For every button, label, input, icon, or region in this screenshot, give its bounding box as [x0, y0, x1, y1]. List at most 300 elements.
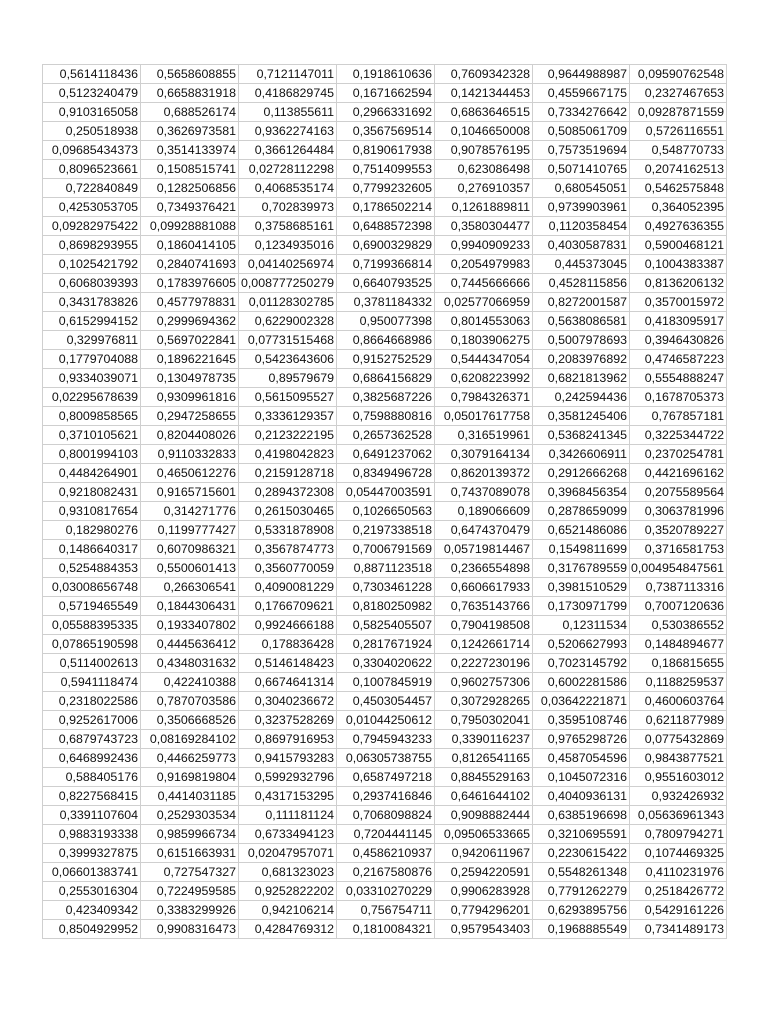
- table-cell[interactable]: 0,5206627993: [533, 635, 630, 654]
- table-cell[interactable]: 0,266306541: [141, 578, 239, 597]
- table-cell[interactable]: 0,1026650563: [337, 502, 435, 521]
- table-cell[interactable]: 0,1549811699: [533, 540, 630, 559]
- table-cell[interactable]: 0,4030587831: [533, 236, 630, 255]
- table-cell[interactable]: 0,3336129357: [239, 407, 337, 426]
- table-cell[interactable]: 0,242594436: [533, 388, 630, 407]
- table-cell[interactable]: 0,06305738755: [337, 749, 435, 768]
- table-cell[interactable]: 0,2529303534: [141, 806, 239, 825]
- table-cell[interactable]: 0,680545051: [533, 179, 630, 198]
- table-cell[interactable]: 0,2123222195: [239, 426, 337, 445]
- table-cell[interactable]: 0,2074162513: [630, 160, 727, 179]
- table-cell[interactable]: 0,2657362528: [337, 426, 435, 445]
- table-cell[interactable]: 0,5825405507: [337, 616, 435, 635]
- table-cell[interactable]: 0,09685434373: [43, 141, 141, 160]
- table-cell[interactable]: 0,3210695591: [533, 825, 630, 844]
- table-cell[interactable]: 0,8136206132: [630, 274, 727, 293]
- table-cell[interactable]: 0,8272001587: [533, 293, 630, 312]
- table-cell[interactable]: 0,8698293955: [43, 236, 141, 255]
- table-cell[interactable]: 0,02047957071: [239, 844, 337, 863]
- table-cell[interactable]: 0,548770733: [630, 141, 727, 160]
- table-cell[interactable]: 0,6640793525: [337, 274, 435, 293]
- table-cell[interactable]: 0,8697916953: [239, 730, 337, 749]
- table-cell[interactable]: 0,9420611967: [435, 844, 533, 863]
- table-cell[interactable]: 0,1803906275: [435, 331, 533, 350]
- table-cell[interactable]: 0,681323023: [239, 863, 337, 882]
- table-cell[interactable]: 0,9218082431: [43, 483, 141, 502]
- table-cell[interactable]: 0,3570015972: [630, 293, 727, 312]
- table-cell[interactable]: 0,7870703586: [141, 692, 239, 711]
- table-cell[interactable]: 0,2370254781: [630, 445, 727, 464]
- table-cell[interactable]: 0,3580304477: [435, 217, 533, 236]
- table-cell[interactable]: 0,08169284102: [141, 730, 239, 749]
- table-cell[interactable]: 0,09928881088: [141, 217, 239, 236]
- table-cell[interactable]: 0,05588395335: [43, 616, 141, 635]
- table-cell[interactable]: 0,1188259537: [630, 673, 727, 692]
- table-cell[interactable]: 0,7609342328: [435, 65, 533, 84]
- table-cell[interactable]: 0,9334039071: [43, 369, 141, 388]
- table-cell[interactable]: 0,5992932796: [239, 768, 337, 787]
- table-cell[interactable]: 0,5941118474: [43, 673, 141, 692]
- table-cell[interactable]: 0,3710105621: [43, 426, 141, 445]
- table-cell[interactable]: 0,4186829745: [239, 84, 337, 103]
- table-cell[interactable]: 0,4466259773: [141, 749, 239, 768]
- table-cell[interactable]: 0,2966331692: [337, 103, 435, 122]
- table-cell[interactable]: 0,4110231976: [630, 863, 727, 882]
- table-cell[interactable]: 0,364052395: [630, 198, 727, 217]
- table-cell[interactable]: 0,182980276: [43, 521, 141, 540]
- table-cell[interactable]: 0,2167580876: [337, 863, 435, 882]
- table-cell[interactable]: 0,6151663931: [141, 844, 239, 863]
- table-cell[interactable]: 0,1810084321: [337, 920, 435, 939]
- table-cell[interactable]: 0,8190617938: [337, 141, 435, 160]
- table-cell[interactable]: 0,7387113316: [630, 578, 727, 597]
- table-cell[interactable]: 0,3176789559: [533, 559, 630, 578]
- table-cell[interactable]: 0,05636961343: [630, 806, 727, 825]
- table-cell[interactable]: 0,3514133974: [141, 141, 239, 160]
- table-cell[interactable]: 0,4040936131: [533, 787, 630, 806]
- table-cell[interactable]: 0,8001994103: [43, 445, 141, 464]
- table-cell[interactable]: 0,5615095527: [239, 388, 337, 407]
- table-cell[interactable]: 0,02577066959: [435, 293, 533, 312]
- table-cell[interactable]: 0,6002281586: [533, 673, 630, 692]
- table-cell[interactable]: 0,3581245406: [533, 407, 630, 426]
- table-cell[interactable]: 0,2083976892: [533, 350, 630, 369]
- table-cell[interactable]: 0,1421344453: [435, 84, 533, 103]
- table-cell[interactable]: 0,1046650008: [435, 122, 533, 141]
- table-cell[interactable]: 0,008777250279: [239, 274, 337, 293]
- table-cell[interactable]: 0,9739903961: [533, 198, 630, 217]
- table-cell[interactable]: 0,6385196698: [533, 806, 630, 825]
- table-cell[interactable]: 0,7598880816: [337, 407, 435, 426]
- table-cell[interactable]: 0,5900468121: [630, 236, 727, 255]
- table-cell[interactable]: 0,5331878908: [239, 521, 337, 540]
- table-cell[interactable]: 0,7303461228: [337, 578, 435, 597]
- table-cell[interactable]: 0,9078576195: [435, 141, 533, 160]
- table-cell[interactable]: 0,9843877521: [630, 749, 727, 768]
- table-cell[interactable]: 0,3758685161: [239, 217, 337, 236]
- table-cell[interactable]: 0,2054979983: [435, 255, 533, 274]
- table-cell[interactable]: 0,316519961: [435, 426, 533, 445]
- table-cell[interactable]: 0,3391107604: [43, 806, 141, 825]
- table-cell[interactable]: 0,6474370479: [435, 521, 533, 540]
- table-cell[interactable]: 0,250518938: [43, 122, 141, 141]
- table-cell[interactable]: 0,01128302785: [239, 293, 337, 312]
- table-cell[interactable]: 0,2327467653: [630, 84, 727, 103]
- table-cell[interactable]: 0,6879743723: [43, 730, 141, 749]
- table-cell[interactable]: 0,4421696162: [630, 464, 727, 483]
- table-cell[interactable]: 0,7514099553: [337, 160, 435, 179]
- table-cell[interactable]: 0,2937416846: [337, 787, 435, 806]
- table-cell[interactable]: 0,8349496728: [337, 464, 435, 483]
- table-cell[interactable]: 0,623086498: [435, 160, 533, 179]
- table-cell[interactable]: 0,7068098824: [337, 806, 435, 825]
- table-cell[interactable]: 0,4927636355: [630, 217, 727, 236]
- table-cell[interactable]: 0,588405176: [43, 768, 141, 787]
- table-cell[interactable]: 0,8845529163: [435, 768, 533, 787]
- table-cell[interactable]: 0,4317153295: [239, 787, 337, 806]
- table-cell[interactable]: 0,4348031632: [141, 654, 239, 673]
- table-cell[interactable]: 0,9165715601: [141, 483, 239, 502]
- table-cell[interactable]: 0,314271776: [141, 502, 239, 521]
- table-cell[interactable]: 0,2817671924: [337, 635, 435, 654]
- table-cell[interactable]: 0,5423643606: [239, 350, 337, 369]
- table-cell[interactable]: 0,1786502214: [337, 198, 435, 217]
- table-cell[interactable]: 0,1933407802: [141, 616, 239, 635]
- table-cell[interactable]: 0,1671662594: [337, 84, 435, 103]
- table-cell[interactable]: 0,3225344722: [630, 426, 727, 445]
- table-cell[interactable]: 0,3981510529: [533, 578, 630, 597]
- table-cell[interactable]: 0,1678705373: [630, 388, 727, 407]
- table-cell[interactable]: 0,2318022586: [43, 692, 141, 711]
- table-cell[interactable]: 0,2227230196: [435, 654, 533, 673]
- table-cell[interactable]: 0,7984326371: [435, 388, 533, 407]
- table-cell[interactable]: 0,8227568415: [43, 787, 141, 806]
- table-cell[interactable]: 0,03310270229: [337, 882, 435, 901]
- table-cell[interactable]: 0,5500601413: [141, 559, 239, 578]
- table-cell[interactable]: 0,1007845919: [337, 673, 435, 692]
- table-cell[interactable]: 0,111181124: [239, 806, 337, 825]
- table-cell[interactable]: 0,9602757306: [435, 673, 533, 692]
- table-cell[interactable]: 0,5007978693: [533, 331, 630, 350]
- table-cell[interactable]: 0,2518426772: [630, 882, 727, 901]
- table-cell[interactable]: 0,7791262279: [533, 882, 630, 901]
- table-cell[interactable]: 0,1844306431: [141, 597, 239, 616]
- table-cell[interactable]: 0,0775432869: [630, 730, 727, 749]
- table-cell[interactable]: 0,6211877989: [630, 711, 727, 730]
- table-cell[interactable]: 0,89579679: [239, 369, 337, 388]
- table-cell[interactable]: 0,5548261348: [533, 863, 630, 882]
- table-cell[interactable]: 0,1918610636: [337, 65, 435, 84]
- table-cell[interactable]: 0,7445666666: [435, 274, 533, 293]
- table-cell[interactable]: 0,4445636412: [141, 635, 239, 654]
- table-cell[interactable]: 0,8014553063: [435, 312, 533, 331]
- table-cell[interactable]: 0,1242661714: [435, 635, 533, 654]
- table-cell[interactable]: 0,1860414105: [141, 236, 239, 255]
- table-cell[interactable]: 0,9924666188: [239, 616, 337, 635]
- table-cell[interactable]: 0,5554888247: [630, 369, 727, 388]
- table-cell[interactable]: 0,1120358454: [533, 217, 630, 236]
- table-cell[interactable]: 0,5085061709: [533, 122, 630, 141]
- table-cell[interactable]: 0,3595108746: [533, 711, 630, 730]
- table-cell[interactable]: 0,1304978735: [141, 369, 239, 388]
- table-cell[interactable]: 0,7950302041: [435, 711, 533, 730]
- table-cell[interactable]: 0,3781184332: [337, 293, 435, 312]
- table-cell[interactable]: 0,2894372308: [239, 483, 337, 502]
- table-cell[interactable]: 0,329976811: [43, 331, 141, 350]
- table-cell[interactable]: 0,03008656748: [43, 578, 141, 597]
- table-cell[interactable]: 0,7204441145: [337, 825, 435, 844]
- table-cell[interactable]: 0,4414031185: [141, 787, 239, 806]
- table-cell[interactable]: 0,7006791569: [337, 540, 435, 559]
- table-cell[interactable]: 0,6521486086: [533, 521, 630, 540]
- table-cell[interactable]: 0,1968885549: [533, 920, 630, 939]
- table-cell[interactable]: 0,7121147011: [239, 65, 337, 84]
- table-cell[interactable]: 0,7341489173: [630, 920, 727, 939]
- table-cell[interactable]: 0,178836428: [239, 635, 337, 654]
- table-cell[interactable]: 0,4650612276: [141, 464, 239, 483]
- table-cell[interactable]: 0,1730971799: [533, 597, 630, 616]
- table-cell[interactable]: 0,9169819804: [141, 768, 239, 787]
- table-cell[interactable]: 0,6208223992: [435, 369, 533, 388]
- table-cell[interactable]: 0,1282506856: [141, 179, 239, 198]
- table-cell[interactable]: 0,9110332833: [141, 445, 239, 464]
- table-cell[interactable]: 0,6587497218: [337, 768, 435, 787]
- table-cell[interactable]: 0,7023145792: [533, 654, 630, 673]
- table-cell[interactable]: 0,004954847561: [630, 559, 727, 578]
- table-cell[interactable]: 0,7224959585: [141, 882, 239, 901]
- table-cell[interactable]: 0,1004383387: [630, 255, 727, 274]
- table-cell[interactable]: 0,530386552: [630, 616, 727, 635]
- table-cell[interactable]: 0,1261889811: [435, 198, 533, 217]
- table-cell[interactable]: 0,7635143766: [435, 597, 533, 616]
- table-cell[interactable]: 0,9579543403: [435, 920, 533, 939]
- table-cell[interactable]: 0,756754711: [337, 901, 435, 920]
- table-cell[interactable]: 0,4600603764: [630, 692, 727, 711]
- table-cell[interactable]: 0,722840849: [43, 179, 141, 198]
- table-cell[interactable]: 0,7199366814: [337, 255, 435, 274]
- table-cell[interactable]: 0,688526174: [141, 103, 239, 122]
- table-cell[interactable]: 0,3626973581: [141, 122, 239, 141]
- table-cell[interactable]: 0,4586210937: [337, 844, 435, 863]
- table-cell[interactable]: 0,2594220591: [435, 863, 533, 882]
- table-cell[interactable]: 0,9644988987: [533, 65, 630, 84]
- table-cell[interactable]: 0,727547327: [141, 863, 239, 882]
- table-cell[interactable]: 0,1508515741: [141, 160, 239, 179]
- table-cell[interactable]: 0,09282975422: [43, 217, 141, 236]
- table-cell[interactable]: 0,4577978831: [141, 293, 239, 312]
- table-cell[interactable]: 0,6606617933: [435, 578, 533, 597]
- table-cell[interactable]: 0,113855611: [239, 103, 337, 122]
- table-cell[interactable]: 0,1783976605: [141, 274, 239, 293]
- table-cell[interactable]: 0,09590762548: [630, 65, 727, 84]
- table-cell[interactable]: 0,12311534: [533, 616, 630, 635]
- table-cell[interactable]: 0,3520789227: [630, 521, 727, 540]
- table-cell[interactable]: 0,9310817654: [43, 502, 141, 521]
- table-cell[interactable]: 0,9859966734: [141, 825, 239, 844]
- table-cell[interactable]: 0,5614118436: [43, 65, 141, 84]
- table-cell[interactable]: 0,3079164134: [435, 445, 533, 464]
- table-cell[interactable]: 0,3560770059: [239, 559, 337, 578]
- table-cell[interactable]: 0,4253053705: [43, 198, 141, 217]
- table-cell[interactable]: 0,09506533665: [435, 825, 533, 844]
- table-cell[interactable]: 0,2912666268: [533, 464, 630, 483]
- table-cell[interactable]: 0,7904198508: [435, 616, 533, 635]
- table-cell[interactable]: 0,2615030465: [239, 502, 337, 521]
- table-cell[interactable]: 0,2840741693: [141, 255, 239, 274]
- table-cell[interactable]: 0,3390116237: [435, 730, 533, 749]
- table-cell[interactable]: 0,6863646515: [435, 103, 533, 122]
- table-cell[interactable]: 0,9765298726: [533, 730, 630, 749]
- table-cell[interactable]: 0,3506668526: [141, 711, 239, 730]
- table-cell[interactable]: 0,4090081229: [239, 578, 337, 597]
- table-cell[interactable]: 0,6733494123: [239, 825, 337, 844]
- table-cell[interactable]: 0,7334276642: [533, 103, 630, 122]
- table-cell[interactable]: 0,3383299926: [141, 901, 239, 920]
- table-cell[interactable]: 0,6461644102: [435, 787, 533, 806]
- table-cell[interactable]: 0,3426606911: [533, 445, 630, 464]
- table-cell[interactable]: 0,9906283928: [435, 882, 533, 901]
- table-cell[interactable]: 0,2197338518: [337, 521, 435, 540]
- table-cell[interactable]: 0,422410388: [141, 673, 239, 692]
- table-cell[interactable]: 0,5123240479: [43, 84, 141, 103]
- table-cell[interactable]: 0,4559667175: [533, 84, 630, 103]
- table-cell[interactable]: 0,950077398: [337, 312, 435, 331]
- table-cell[interactable]: 0,2159128718: [239, 464, 337, 483]
- table-cell[interactable]: 0,9103165058: [43, 103, 141, 122]
- table-cell[interactable]: 0,2947258655: [141, 407, 239, 426]
- table-cell[interactable]: 0,1025421792: [43, 255, 141, 274]
- table-cell[interactable]: 0,5462575848: [630, 179, 727, 198]
- table-cell[interactable]: 0,9908316473: [141, 920, 239, 939]
- table-cell[interactable]: 0,6864156829: [337, 369, 435, 388]
- table-cell[interactable]: 0,2230615422: [533, 844, 630, 863]
- table-cell[interactable]: 0,7007120636: [630, 597, 727, 616]
- table-cell[interactable]: 0,1045072316: [533, 768, 630, 787]
- table-cell[interactable]: 0,5719465549: [43, 597, 141, 616]
- table-cell[interactable]: 0,3567569514: [337, 122, 435, 141]
- table-cell[interactable]: 0,3072928265: [435, 692, 533, 711]
- table-cell[interactable]: 0,9883193338: [43, 825, 141, 844]
- table-cell[interactable]: 0,6900329829: [337, 236, 435, 255]
- table-cell[interactable]: 0,5146148423: [239, 654, 337, 673]
- table-cell[interactable]: 0,6068039393: [43, 274, 141, 293]
- table-cell[interactable]: 0,2075589564: [630, 483, 727, 502]
- table-cell[interactable]: 0,7573519694: [533, 141, 630, 160]
- table-cell[interactable]: 0,05719814467: [435, 540, 533, 559]
- table-cell[interactable]: 0,5071410765: [533, 160, 630, 179]
- table-cell[interactable]: 0,1199777427: [141, 521, 239, 540]
- table-cell[interactable]: 0,445373045: [533, 255, 630, 274]
- table-cell[interactable]: 0,04140256974: [239, 255, 337, 274]
- table-cell[interactable]: 0,3999327875: [43, 844, 141, 863]
- table-cell[interactable]: 0,4183095917: [630, 312, 727, 331]
- table-cell[interactable]: 0,1074469325: [630, 844, 727, 863]
- table-cell[interactable]: 0,8664668986: [337, 331, 435, 350]
- table-cell[interactable]: 0,8096523661: [43, 160, 141, 179]
- table-cell[interactable]: 0,9252822202: [239, 882, 337, 901]
- table-cell[interactable]: 0,9551603012: [630, 768, 727, 787]
- table-cell[interactable]: 0,4587054596: [533, 749, 630, 768]
- table-cell[interactable]: 0,186815655: [630, 654, 727, 673]
- table-cell[interactable]: 0,3304020622: [337, 654, 435, 673]
- table-cell[interactable]: 0,423409342: [43, 901, 141, 920]
- table-cell[interactable]: 0,1484894677: [630, 635, 727, 654]
- table-cell[interactable]: 0,2878659099: [533, 502, 630, 521]
- table-cell[interactable]: 0,01044250612: [337, 711, 435, 730]
- table-cell[interactable]: 0,6658831918: [141, 84, 239, 103]
- table-cell[interactable]: 0,9362274163: [239, 122, 337, 141]
- table-cell[interactable]: 0,2553016304: [43, 882, 141, 901]
- table-cell[interactable]: 0,4484264901: [43, 464, 141, 483]
- table-cell[interactable]: 0,6229002328: [239, 312, 337, 331]
- table-cell[interactable]: 0,8204408026: [141, 426, 239, 445]
- table-cell[interactable]: 0,9309961816: [141, 388, 239, 407]
- table-cell[interactable]: 0,7809794271: [630, 825, 727, 844]
- table-cell[interactable]: 0,7799232605: [337, 179, 435, 198]
- table-cell[interactable]: 0,702839973: [239, 198, 337, 217]
- table-cell[interactable]: 0,4503054457: [337, 692, 435, 711]
- table-cell[interactable]: 0,5726116551: [630, 122, 727, 141]
- table-cell[interactable]: 0,5638086581: [533, 312, 630, 331]
- table-cell[interactable]: 0,6152994152: [43, 312, 141, 331]
- table-cell[interactable]: 0,05447003591: [337, 483, 435, 502]
- table-cell[interactable]: 0,189066609: [435, 502, 533, 521]
- table-cell[interactable]: 0,8180250982: [337, 597, 435, 616]
- table-cell[interactable]: 0,3661264484: [239, 141, 337, 160]
- table-cell[interactable]: 0,5429161226: [630, 901, 727, 920]
- table-cell[interactable]: 0,767857181: [630, 407, 727, 426]
- table-cell[interactable]: 0,3567874773: [239, 540, 337, 559]
- table-cell[interactable]: 0,8620139372: [435, 464, 533, 483]
- table-cell[interactable]: 0,3968456354: [533, 483, 630, 502]
- table-cell[interactable]: 0,3825687226: [337, 388, 435, 407]
- table-cell[interactable]: 0,1234935016: [239, 236, 337, 255]
- table-cell[interactable]: 0,07865190598: [43, 635, 141, 654]
- table-cell[interactable]: 0,3237528269: [239, 711, 337, 730]
- table-cell[interactable]: 0,6491237062: [337, 445, 435, 464]
- table-cell[interactable]: 0,6468992436: [43, 749, 141, 768]
- table-cell[interactable]: 0,3063781996: [630, 502, 727, 521]
- table-cell[interactable]: 0,6488572398: [337, 217, 435, 236]
- table-cell[interactable]: 0,03642221871: [533, 692, 630, 711]
- table-cell[interactable]: 0,02295678639: [43, 388, 141, 407]
- table-cell[interactable]: 0,5658608855: [141, 65, 239, 84]
- table-cell[interactable]: 0,6293895756: [533, 901, 630, 920]
- table-cell[interactable]: 0,1779704088: [43, 350, 141, 369]
- table-cell[interactable]: 0,7349376421: [141, 198, 239, 217]
- table-cell[interactable]: 0,8504929952: [43, 920, 141, 939]
- table-cell[interactable]: 0,3946430826: [630, 331, 727, 350]
- table-cell[interactable]: 0,3040236672: [239, 692, 337, 711]
- table-cell[interactable]: 0,9152752529: [337, 350, 435, 369]
- table-cell[interactable]: 0,276910357: [435, 179, 533, 198]
- table-cell[interactable]: 0,4068535174: [239, 179, 337, 198]
- table-cell[interactable]: 0,8009858565: [43, 407, 141, 426]
- table-cell[interactable]: 0,5254884353: [43, 559, 141, 578]
- table-cell[interactable]: 0,8126541165: [435, 749, 533, 768]
- table-cell[interactable]: 0,1896221645: [141, 350, 239, 369]
- table-cell[interactable]: 0,6821813962: [533, 369, 630, 388]
- table-cell[interactable]: 0,07731515468: [239, 331, 337, 350]
- table-cell[interactable]: 0,5697022841: [141, 331, 239, 350]
- table-cell[interactable]: 0,7437089078: [435, 483, 533, 502]
- table-cell[interactable]: 0,4284769312: [239, 920, 337, 939]
- table-cell[interactable]: 0,6674641314: [239, 673, 337, 692]
- table-cell[interactable]: 0,5368241345: [533, 426, 630, 445]
- table-cell[interactable]: 0,8871123518: [337, 559, 435, 578]
- table-cell[interactable]: 0,5114002613: [43, 654, 141, 673]
- table-cell[interactable]: 0,02728112298: [239, 160, 337, 179]
